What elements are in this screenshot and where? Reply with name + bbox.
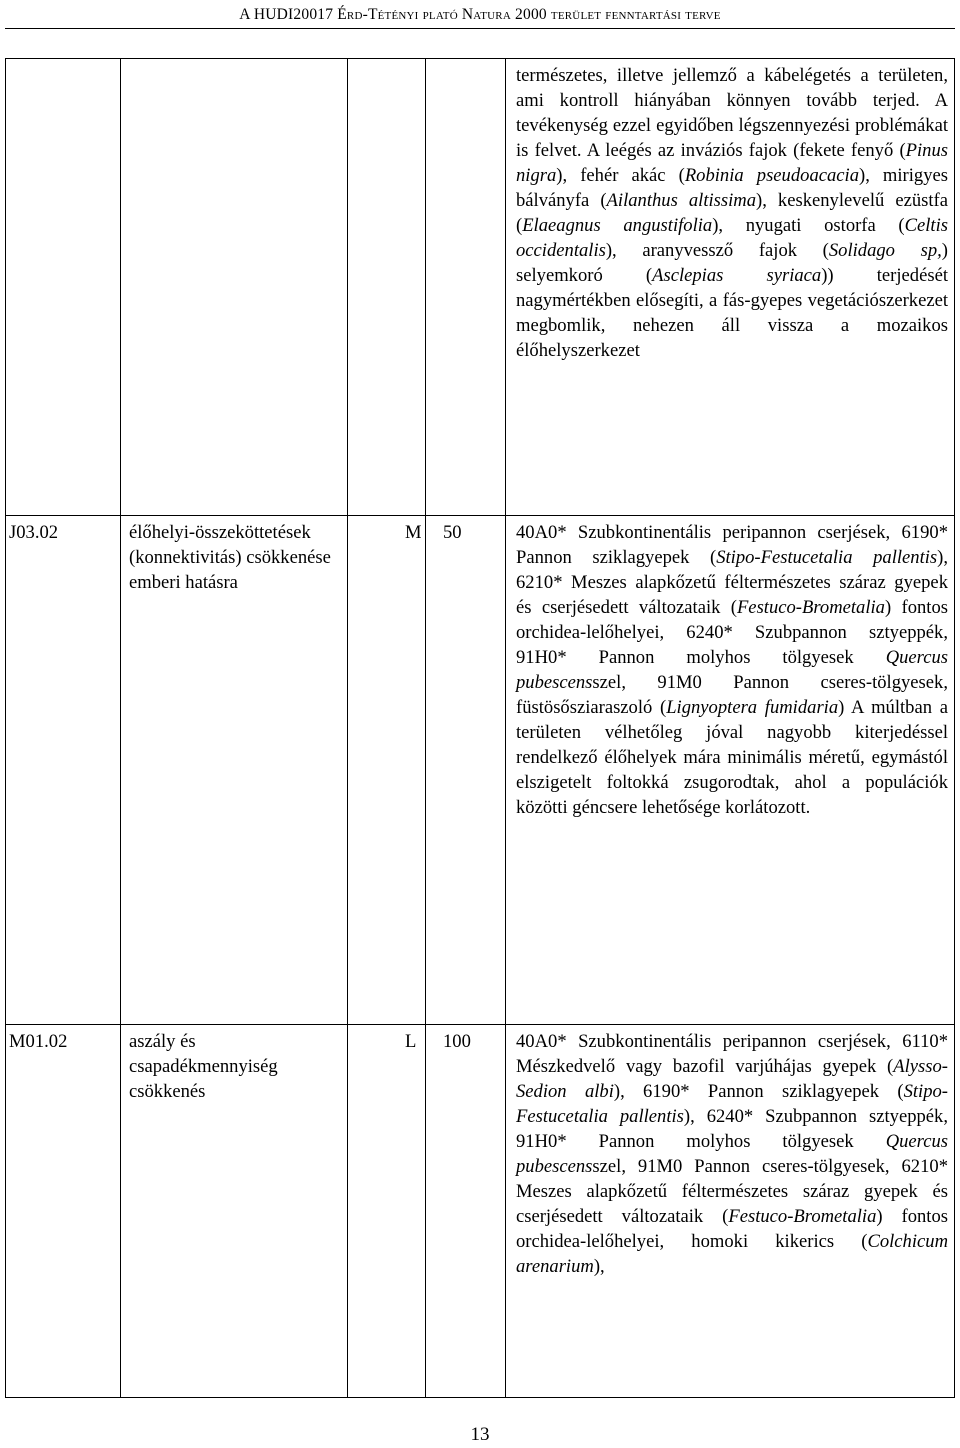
description-text: 40A0* Szubkontinentális peripannon cserjések, 6110* Mészkedvelő vagy bazofil varjúhájas gyepek (Alysso-Sedion albi), 6190* Pannon sziklagyepek (Stipo-Festucetalia pallentis), 6240* Szubpannon sztyeppék, 91H0* Pannon molyhos tölgyesek Quercus pubescensszel, 91M0 Pannon cseres-tölgyesek, 6210* Meszes alapkőzetű féltermészetes száraz gyepek és cserjésedett változataik (Festuco-Brometalia) fontos orchidea-lelőhelyei, homoki kikerics (Colchicum arenarium), xyxy=(516,1031,949,1277)
threat-code-cell: J03.02 xyxy=(6,516,121,1025)
rank-cell: L xyxy=(348,1025,426,1398)
table-row xyxy=(6,59,955,516)
percent-cell: 100 xyxy=(426,1025,506,1398)
table-row xyxy=(6,1025,955,1398)
description-cell xyxy=(506,1025,955,1398)
threat-code-cell: M01.02 xyxy=(6,1025,121,1398)
threat-code-cell xyxy=(6,59,121,516)
threat-name-cell xyxy=(121,59,348,516)
percent-cell: 50 xyxy=(426,516,506,1025)
percent-cell xyxy=(426,59,506,516)
rank-cell xyxy=(348,59,426,516)
description-text: természetes, illetve jellemző a kábelégetés a területen, ami kontroll hiányában könnyen tovább terjed. A tevékenység ezzel egyidőben légszennyezési problémákat is felvet. A leégés az inváziós fajok (fekete fenyő (Pinus nigra), fehér akác (Robinia pseudoacacia), mirigyes bálványfa (Ailanthus altissima), keskenylevelű ezüstfa (Elaeagnus angustifolia), nyugati ostorfa (Celtis occidentalis), aranyvessző fajok (Solidago sp,) selyemkoró (Asclepias syriaca)) terjedését nagymértékben elősegíti, a fás-gyepes vegetációszerkezet megbomlik, nehezen áll vissza a mozaikos élőhelyszerkezet xyxy=(516,65,949,361)
header-rule xyxy=(5,28,955,29)
description-cell xyxy=(506,59,955,516)
running-header: A HUDI20017 Érd-Tétényi plató Natura 2000 terület fenntartási terve xyxy=(239,6,721,23)
threat-name-cell: aszály és csapadékmennyiség csökkenés xyxy=(121,1025,348,1398)
threat-name-cell: élőhelyi-összeköttetések (konnektivitás) csökkenése emberi hatásra xyxy=(121,516,348,1025)
description-cell xyxy=(506,516,955,1025)
rank-cell: M xyxy=(348,516,426,1025)
description-text: 40A0* Szubkontinentális peripannon cserjések, 6190* Pannon sziklagyepek (Stipo-Festucetalia pallentis), 6210* Meszes alapkőzetű féltermészetes száraz gyepek és cserjésedett változataik (Festuco-Brometalia) fontos orchidea-lelőhelyei, 6240* Szubpannon sztyeppék, 91H0* Pannon molyhos tölgyesek Quercus pubescensszel, 91M0 Pannon cseres-tölgyesek, füstösősziaraszoló (Lignyoptera fumidaria) A múltban a területen vélhetőleg jóval nagyobb kiterjedéssel rendelkező élőhelyek mára minimális méretű, egymástól elszigetelt foltokká zsugorodtak, ahol a populációk közötti géncsere lehetősége korlátozott. xyxy=(516,522,948,818)
table-row xyxy=(6,516,955,1025)
threats-table xyxy=(5,58,955,1398)
page-number: 13 xyxy=(470,1424,490,1445)
